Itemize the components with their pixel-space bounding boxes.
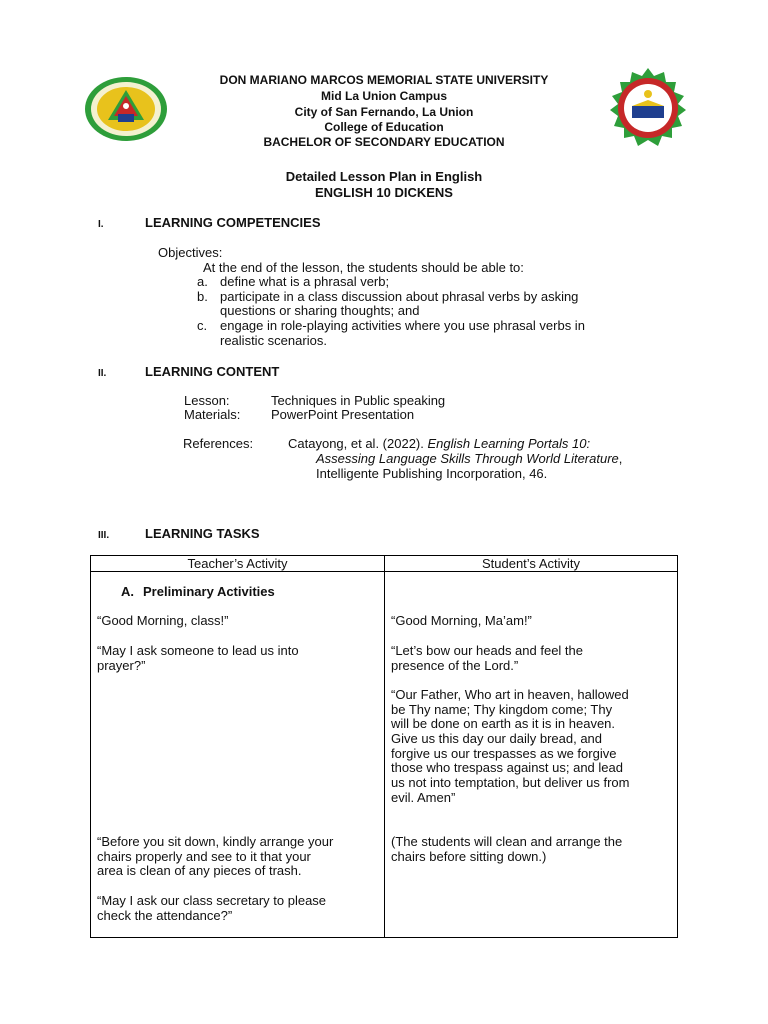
student-bow-line: “Let’s bow our heads and feel the	[391, 643, 584, 658]
student-prayer-line: “Our Father, Who art in heaven, hallowed	[391, 687, 629, 702]
reference-comma: ,	[618, 451, 623, 466]
student-bow-line: presence of the Lord.”	[391, 658, 519, 673]
lesson-label: Lesson:	[184, 393, 230, 408]
student-chairs-line: chairs before sitting down.)	[391, 849, 547, 864]
teacher-attendance-line: “May I ask our class secretary to please	[97, 893, 327, 908]
objectives-intro: At the end of the lesson, the students should be able to:	[203, 260, 524, 275]
subheading-marker: A.	[121, 584, 134, 599]
learning-tasks-table	[90, 555, 678, 938]
class-name: ENGLISH 10 DICKENS	[315, 185, 453, 200]
objective-marker: b.	[197, 289, 208, 304]
reference-line-1	[288, 437, 590, 452]
table-column-divider	[384, 556, 385, 937]
objectives-heading: Objectives:	[158, 245, 223, 260]
column-header-student: Student’s Activity	[481, 556, 581, 571]
reference-line-2	[316, 452, 622, 467]
section-2-title: LEARNING CONTENT	[145, 364, 280, 379]
campus-name: Mid La Union Campus	[321, 89, 447, 103]
teacher-prayer-line: prayer?”	[97, 658, 146, 673]
teacher-chairs-line: chairs properly and see to it that your	[97, 849, 311, 864]
reference-title-part-1: English Learning Portals 10:	[427, 436, 591, 451]
teacher-greeting: “Good Morning, class!”	[97, 613, 229, 628]
student-prayer-line: evil. Amen”	[391, 790, 456, 805]
table-header-divider	[91, 571, 677, 572]
objective-marker: c.	[197, 318, 208, 333]
section-1-number: I.	[98, 219, 104, 230]
reference-title-part-2: Assessing Language Skills Through World Literature	[316, 451, 619, 466]
teacher-prayer-line: “May I ask someone to lead us into	[97, 643, 299, 658]
objective-line: engage in role-playing activities where you use phrasal verbs in	[220, 318, 585, 333]
section-2-number: II.	[98, 368, 107, 379]
objective-line: questions or sharing thoughts; and	[220, 303, 420, 318]
student-greeting: “Good Morning, Ma’am!”	[391, 613, 532, 628]
objective-marker: a.	[197, 274, 208, 289]
student-chairs-line: (The students will clean and arrange the	[391, 834, 623, 849]
section-3-title: LEARNING TASKS	[145, 526, 260, 541]
references-label: References:	[183, 436, 254, 451]
reference-publisher: Intelligente Publishing Incorporation, 46.	[316, 466, 548, 481]
objective-line: define what is a phrasal verb;	[220, 274, 390, 289]
student-prayer-line: us not into temptation, but deliver us from	[391, 775, 630, 790]
teacher-chairs-line: “Before you sit down, kindly arrange your	[97, 834, 334, 849]
objective-line: participate in a class discussion about phrasal verbs by asking	[220, 289, 579, 304]
student-prayer-line: forgive us our trespasses as we forgive	[391, 746, 617, 761]
section-1-title: LEARNING COMPETENCIES	[145, 215, 321, 230]
university-name: DON MARIANO MARCOS MEMORIAL STATE UNIVERSITY	[219, 73, 549, 87]
teacher-attendance-line: check the attendance?”	[97, 908, 233, 923]
materials-label: Materials:	[184, 407, 241, 422]
college-name: College of Education	[324, 120, 444, 134]
city-name: City of San Fernando, La Union	[294, 105, 474, 119]
column-header-teacher: Teacher’s Activity	[187, 556, 288, 571]
lesson-value: Techniques in Public speaking	[271, 393, 446, 408]
preliminary-activities-heading: Preliminary Activities	[143, 584, 275, 599]
teacher-chairs-line: area is clean of any pieces of trash.	[97, 863, 302, 878]
objective-line: realistic scenarios.	[220, 333, 327, 348]
student-prayer-line: be Thy name; Thy kingdom come; Thy	[391, 702, 613, 717]
student-prayer-line: Give us this day our daily bread, and	[391, 731, 603, 746]
reference-authors: Catayong, et al. (2022).	[288, 436, 424, 451]
student-prayer-line: will be done on earth as it is in heaven.	[391, 716, 616, 731]
document-title: Detailed Lesson Plan in English	[285, 169, 483, 184]
materials-value: PowerPoint Presentation	[271, 407, 415, 422]
student-prayer-line: those who trespass against us; and lead	[391, 760, 623, 775]
section-3-number: III.	[98, 530, 110, 541]
program-name: BACHELOR OF SECONDARY EDUCATION	[263, 135, 505, 149]
